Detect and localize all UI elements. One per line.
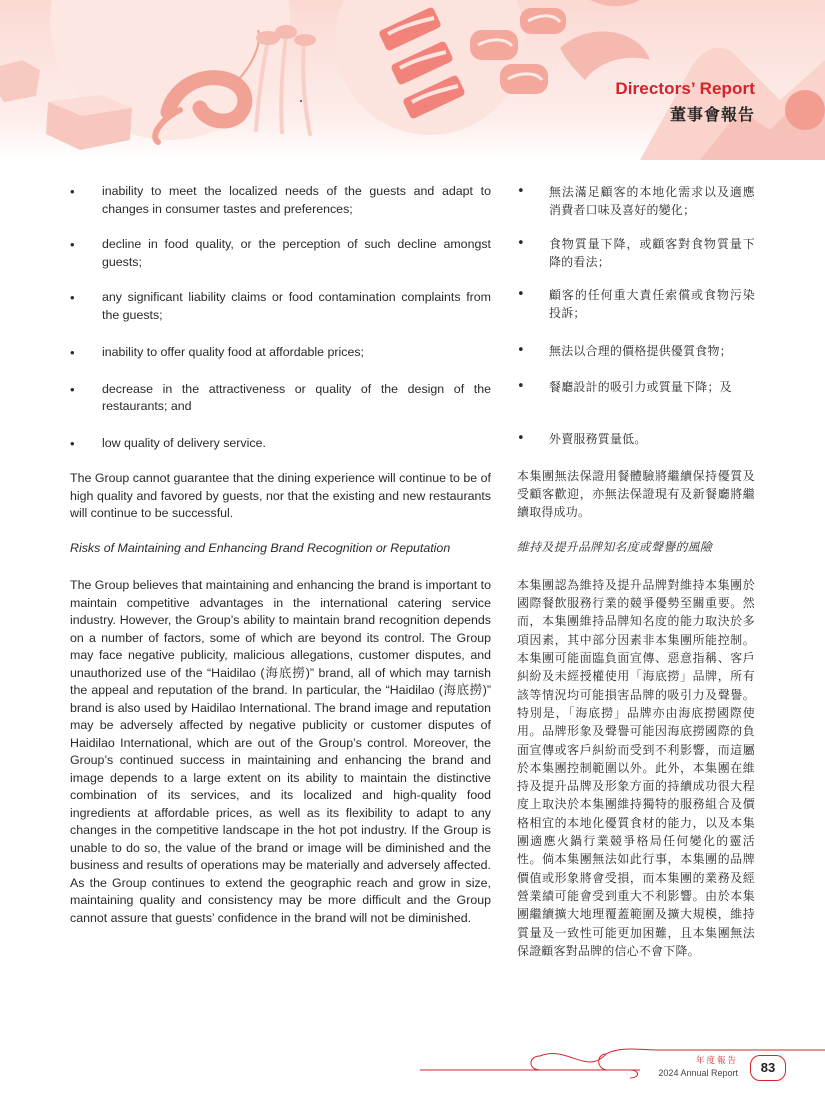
list-item — [517, 235, 755, 272]
list-item-text: 食物質量下降，或顧客對食物質量下降的看法； — [549, 236, 755, 269]
bullet-icon: • — [70, 184, 75, 199]
section-header — [615, 79, 755, 125]
bullet-icon: • — [70, 237, 75, 252]
bullet-icon: • — [517, 342, 525, 358]
page-footer — [0, 1040, 825, 1090]
chinese-column — [517, 183, 755, 960]
list-item — [70, 381, 491, 416]
list-item — [70, 344, 491, 362]
bullet-icon: • — [70, 435, 75, 451]
list-item — [70, 236, 491, 271]
list-item-text: 無法以合理的價格提供優質食物； — [549, 343, 732, 358]
bullet-icon: • — [517, 184, 525, 199]
footer-label — [658, 1055, 738, 1079]
bullet-icon: • — [517, 287, 525, 303]
list-item — [517, 430, 755, 448]
bullet-icon: • — [517, 235, 525, 251]
list-item-text: 外賣服務質量低。 — [549, 432, 647, 447]
section-title-en: Directors’ Report — [615, 79, 755, 98]
list-item — [517, 286, 755, 323]
list-item-text: decrease in the attractiveness or quality of the design of the restaurants; and — [102, 381, 491, 413]
annual-report-label-en: 2024 Annual Report — [658, 1068, 738, 1078]
list-item — [70, 435, 491, 453]
bullet-icon: • — [517, 431, 525, 447]
list-item-text: decline in food quality, or the perception of such decline amongst guests; — [102, 237, 491, 269]
list-item-text: inability to meet the localized needs of the guests and adapt to changes in consumer tastes and preferences; — [102, 184, 491, 216]
list-item-text: 無法滿足顧客的本地化需求以及適應消費者口味及喜好的變化； — [549, 185, 755, 218]
list-item — [517, 342, 755, 360]
subheading-brand-risk-zh: 維持及提升品牌知名度或聲譽的風險 — [517, 539, 713, 554]
list-item-text: inability to offer quality food at affordable prices; — [102, 345, 364, 359]
section-title-zh: 董事會報告 — [669, 105, 755, 124]
list-item-text: low quality of delivery service. — [102, 435, 266, 450]
list-item — [517, 378, 755, 396]
subheading-brand-risk: Risks of Maintaining and Enhancing Brand Recognition or Reputation — [70, 540, 451, 555]
annual-report-label-zh: 年度報告 — [695, 1056, 738, 1066]
paragraph-brand: The Group believes that maintaining and enhancing the brand is important to maintain competitive advantages in the international catering service industry. However, the Group’s ability to maintain brand recognition depends on a number of factors, some of which are beyond its control. The Group may face negative publicity, malicious allegations, customer disputes, and unauthorized use of the “Haidilao (海底撈)” brand, all of which may tarnish the appeal and reputation of the brand. In particular, the “Haidilao (海底撈)” brand is also used by Haidilao International. The brand image and reputation may be adversely affected by negative publicity or customer disputes of Haidilao International, which are out of the Group’s control. Moreover, the Group’s continued success in maintaining and enhancing the brand and image depends to a large extent on its ability to maintain the distinctive combination of its services, and its localized and high-quality food ingredients at affordable prices, as well as its flexibility to adapt to any changes in the competitive landscape in the hot pot industry. If the Group is unable to do so, the value of the brand or image will be diminished and the business and results of operations may be materially and adversely affected. As the Group continues to extend the geographic reach and grow in size, maintaining quality and consistency may be more difficult and the Group cannot assure that guests’ confidence in the brand will not be diminished. — [70, 578, 491, 925]
list-item-text: 顧客的任何重大責任索償或食物污染投訴； — [549, 288, 755, 321]
list-item — [70, 289, 491, 324]
list-item — [70, 183, 491, 218]
english-column — [70, 183, 491, 927]
bullet-icon: • — [70, 345, 75, 360]
bullet-icon: • — [517, 379, 525, 395]
list-item-text: any significant liability claims or food contamination complaints from the guests; — [102, 290, 491, 322]
paragraph-guarantee: The Group cannot guarantee that the dining experience will continue to be of high quality and favored by guests, nor that the existing and new restaurants will continue to be successful. — [70, 471, 491, 520]
bullet-icon: • — [70, 381, 75, 397]
page-number: 83 — [750, 1055, 786, 1081]
paragraph-brand-zh: 本集團認為維持及提升品牌對維持本集團於國際餐飲服務行業的競爭優勢至關重要。然而，本集團維持品牌知名度的能力取決於多項因素，其中部分因素非本集團所能控制。本集團可能面臨負面宣傳、惡意指稱、客戶糾紛及未經授權使用「海底撈」品牌，所有該等情況均可能損害品牌的吸引力及聲譽。特別是，「海底撈」品牌亦由海底撈國際使用。品牌形象及聲譽可能因海底撈國際的負面宣傳或客戶糾紛而受到不利影響，而這屬於本集團控制範圍以外。此外，本集團在維持及提升品牌及形象方面的持續成功很大程度上取決於本集團維持獨特的服務組合及價格相宜的本地化優質食材的能力，以及本集團適應火鍋行業競爭格局任何變化的靈活性。倘本集團無法如此行事，本集團的品牌價值或形象將會受損，而本集團的業務及經營業績可能會受到重大不利影響。由於本集團繼續擴大地理覆蓋範圍及擴大規模，維持質量及一致性可能更加困難，且本集團無法保證顧客對品牌的信心不會下降。 — [517, 577, 755, 958]
bullet-icon: • — [70, 290, 75, 305]
paragraph-guarantee-zh: 本集團無法保證用餐體驗將繼續保持優質及受顧客歡迎，亦無法保證現有及新餐廳將繼續取得成功。 — [517, 468, 755, 520]
list-item — [517, 183, 755, 220]
list-item-text: 餐廳設計的吸引力或質量下降；及 — [549, 380, 732, 395]
